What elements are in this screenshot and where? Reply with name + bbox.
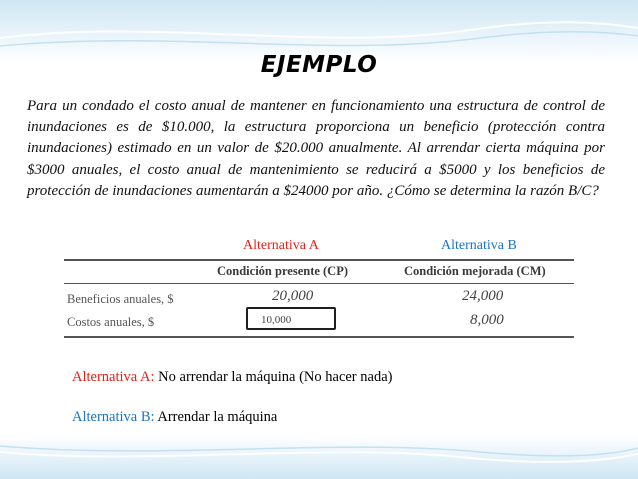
cell-costs-cp: 10,000 — [261, 314, 292, 326]
alternative-a-column-header: Alternativa A — [243, 238, 319, 253]
bottom-decorative-band — [0, 436, 638, 479]
alternative-b-line — [72, 409, 277, 426]
alternative-b-column-header: Alternativa B — [441, 238, 517, 253]
alternative-a-line — [72, 369, 392, 386]
alternative-b-label: Alternativa B: — [72, 409, 155, 425]
column-header-cp: Condición presente (CP) — [217, 264, 349, 278]
alternative-a-text: No arrendar la máquina (No hacer nada) — [154, 369, 393, 385]
column-header-cm: Condición mejorada (CM) — [404, 264, 546, 278]
alternative-b-text: Arrendar la máquina — [154, 409, 278, 425]
table-bottom-rule — [64, 336, 574, 338]
slide-title: EJEMPLO — [260, 52, 378, 78]
table-header-rule — [64, 283, 574, 284]
row-label-costs: Costos anuales, $ — [67, 315, 155, 329]
row-label-benefits: Beneficios anuales, $ — [67, 292, 174, 306]
cell-benefits-cp: 20,000 — [272, 288, 314, 304]
benefit-cost-table — [64, 254, 574, 338]
cell-benefits-cm: 24,000 — [462, 288, 504, 304]
cell-costs-cm: 8,000 — [470, 312, 504, 328]
bottom-wave-decoration — [0, 436, 638, 479]
table-top-rule — [64, 259, 574, 261]
problem-statement: Para un condado el costo anual de mantener en funcionamiento una estructura de control de inundaciones es de $10.000, la estructura proporciona un beneficio (protección contra inundaciones) estimado en un valor de $20.000 anualmente. Al arrendar cierta máquina por $3000 anuales, el costo anual de mantenimiento se reducirá a $5000 y los beneficios de protección de inundaciones aumentarán a $24000 por año. ¿Cómo se determina la razón B/C? — [27, 98, 605, 199]
alternative-a-label: Alternativa A: — [72, 369, 155, 385]
